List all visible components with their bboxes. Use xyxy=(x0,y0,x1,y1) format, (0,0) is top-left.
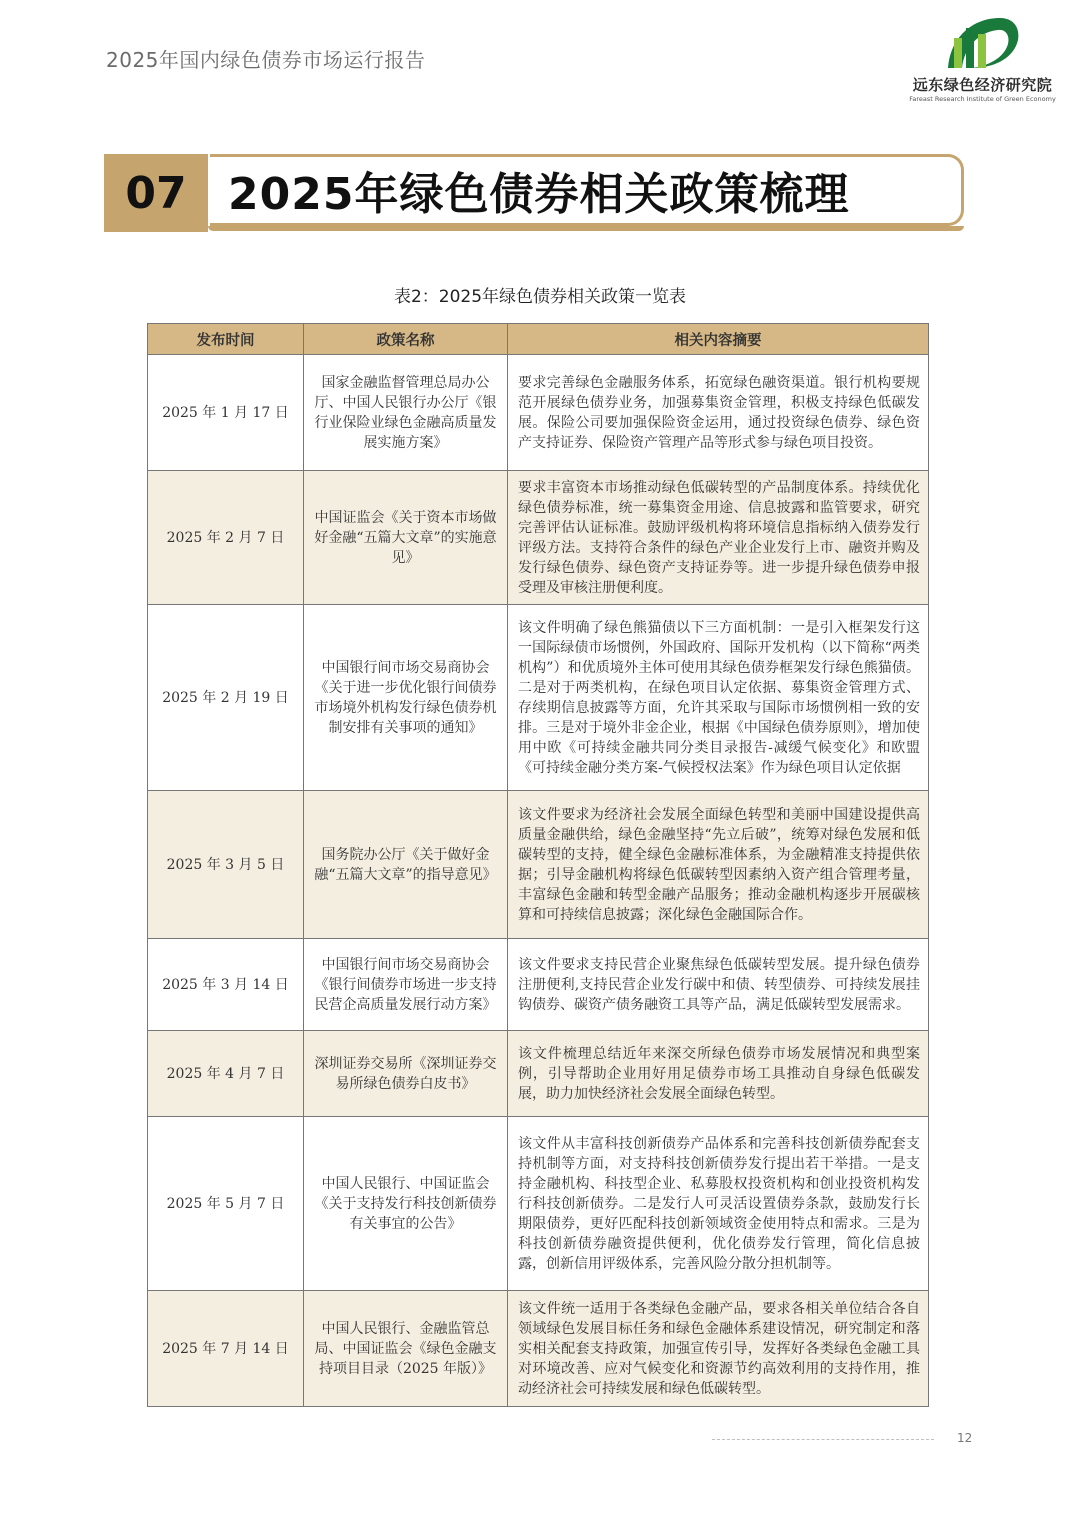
row-summary: 该文件从丰富科技创新债券产品体系和完善科技创新债券配套支持机制等方面，对支持科技创新债券发行提出若干举措。一是支持金融机构、科技型企业、私募股权投资机构和创业投资机构发行科技创新债券。二是发行人可灵活设置债券条款，鼓励发行长期限债券，更好匹配科技创新领域资金使用特点和需求。三是为科技创新债券融资提供便利，优化债券发行管理，简化信息披露，创新信用评级体系，完善风险分散分担机制等。 xyxy=(508,1117,929,1291)
row-policy: 国家金融监督管理总局办公厅、中国人民银行办公厅《银行业保险业绿色金融高质量发展实施方案》 xyxy=(304,355,508,471)
page-number: 12 xyxy=(957,1431,973,1445)
row-summary: 要求完善绿色金融服务体系，拓宽绿色融资渠道。银行机构要规范开展绿色债券业务，加强募集资金管理，积极支持绿色低碳发展。保险公司要加强保险资金运用，通过投资绿色债券、绿色资产支持证券、保险资产管理产品等形式参与绿色项目投资。 xyxy=(508,355,929,471)
header-summary: 相关内容摘要 xyxy=(508,324,929,355)
leaf-logo-icon xyxy=(942,14,1022,70)
row-summary: 该文件梳理总结近年来深交所绿色债券市场发展情况和典型案例，引导帮助企业用好用足债券市场工具推动自身绿色低碳发展，助力加快经济社会发展全面绿色转型。 xyxy=(508,1031,929,1117)
logo-name-en: Fareast Research Institute of Green Economy xyxy=(909,95,1056,103)
row-summary: 该文件要求为经济社会发展全面绿色转型和美丽中国建设提供高质量金融供给，绿色金融坚持“先立后破”，统筹对绿色发展和低碳转型的支持，健全绿色金融标准体系，为金融精准支持提供依据；引导金融机构将绿色低碳转型因素纳入资产组合管理考量，丰富绿色金融和转型金融产品服务；推动金融机构逐步开展碳核算和可持续信息披露；深化绿色金融国际合作。 xyxy=(508,791,929,939)
table-row xyxy=(148,1031,929,1117)
row-policy: 国务院办公厅《关于做好金融“五篇大文章”的指导意见》 xyxy=(304,791,508,939)
table-row xyxy=(148,355,929,471)
table-header-row xyxy=(148,324,929,355)
row-summary: 该文件明确了绿色熊猫债以下三方面机制：一是引入框架发行这一国际绿债市场惯例，外国政府、国际开发机构（以下简称“两类机构”）和优质境外主体可使用其绿色债券框架发行绿色熊猫债。二是对于两类机构，在绿色项目认定依据、募集资金管理方式、存续期信息披露等方面，允许其采取与国际市场惯例相一致的安排。三是对于境外非金企业，根据《中国绿色债券原则》，增加使用中欧《可持续金融共同分类目录报告-减缓气候变化》和欧盟《可持续金融分类方案-气候授权法案》作为绿色项目认定依据 xyxy=(508,605,929,791)
table-row xyxy=(148,1117,929,1291)
section-title: 2025年绿色债券相关政策梳理 xyxy=(210,154,964,226)
row-policy: 中国银行间市场交易商协会《关于进一步优化银行间债券市场境外机构发行绿色债券机制安排有关事项的通知》 xyxy=(304,605,508,791)
row-summary: 该文件要求支持民营企业聚焦绿色低碳转型发展。提升绿色债券注册便利,支持民营企业发行碳中和债、转型债券、可持续发展挂钩债券、碳资产债务融资工具等产品，满足低碳转型发展需求。 xyxy=(508,939,929,1031)
row-policy: 中国证监会《关于资本市场做好金融“五篇大文章”的实施意见》 xyxy=(304,471,508,605)
row-summary: 要求丰富资本市场推动绿色低碳转型的产品制度体系。持续优化绿色债券标准，统一募集资金用途、信息披露和监管要求，研究完善评估认证标准。鼓励评级机构将环境信息指标纳入债券发行评级方法。支持符合条件的绿色产业企业发行上市、融资并购及发行绿色债券、绿色资产支持证券等。进一步提升绿色债券申报受理及审核注册便利度。 xyxy=(508,471,929,605)
header-date: 发布时间 xyxy=(148,324,304,355)
section-banner xyxy=(104,154,970,232)
policy-table xyxy=(147,323,929,1407)
row-date: 2025 年 1 月 17 日 xyxy=(148,355,304,471)
row-policy: 中国人民银行、中国证监会《关于支持发行科技创新债券有关事宜的公告》 xyxy=(304,1117,508,1291)
logo-name-cn: 远东绿色经济研究院 xyxy=(912,76,1053,94)
report-title: 2025年国内绿色债券市场运行报告 xyxy=(106,48,426,72)
row-policy: 深圳证券交易所《深圳证券交易所绿色债券白皮书》 xyxy=(304,1031,508,1117)
table-row xyxy=(148,471,929,605)
row-policy: 中国人民银行、金融监管总局、中国证监会《绿色金融支持项目目录（2025 年版）》 xyxy=(304,1291,508,1407)
institute-logo xyxy=(900,14,1065,106)
row-date: 2025 年 3 月 5 日 xyxy=(148,791,304,939)
table-row xyxy=(148,791,929,939)
table-row xyxy=(148,605,929,791)
section-number: 07 xyxy=(104,154,208,232)
row-date: 2025 年 2 月 19 日 xyxy=(148,605,304,791)
table-row xyxy=(148,939,929,1031)
row-date: 2025 年 4 月 7 日 xyxy=(148,1031,304,1117)
row-summary: 该文件统一适用于各类绿色金融产品，要求各相关单位结合各自领域绿色发展目标任务和绿色金融体系建设情况，研究制定和落实相关配套支持政策，加强宣传引导，发挥好各类绿色金融工具对环境改善、应对气候变化和资源节约高效利用的支持作用，推动经济社会可持续发展和绿色低碳转型。 xyxy=(508,1291,929,1407)
row-policy: 中国银行间市场交易商协会《银行间债券市场进一步支持民营企高质量发展行动方案》 xyxy=(304,939,508,1031)
table-caption: 表2：2025年绿色债券相关政策一览表 xyxy=(393,287,687,307)
header-policy: 政策名称 xyxy=(304,324,508,355)
row-date: 2025 年 3 月 14 日 xyxy=(148,939,304,1031)
row-date: 2025 年 5 月 7 日 xyxy=(148,1117,304,1291)
footer-divider xyxy=(712,1439,934,1440)
row-date: 2025 年 2 月 7 日 xyxy=(148,471,304,605)
table-row xyxy=(148,1291,929,1407)
row-date: 2025 年 7 月 14 日 xyxy=(148,1291,304,1407)
